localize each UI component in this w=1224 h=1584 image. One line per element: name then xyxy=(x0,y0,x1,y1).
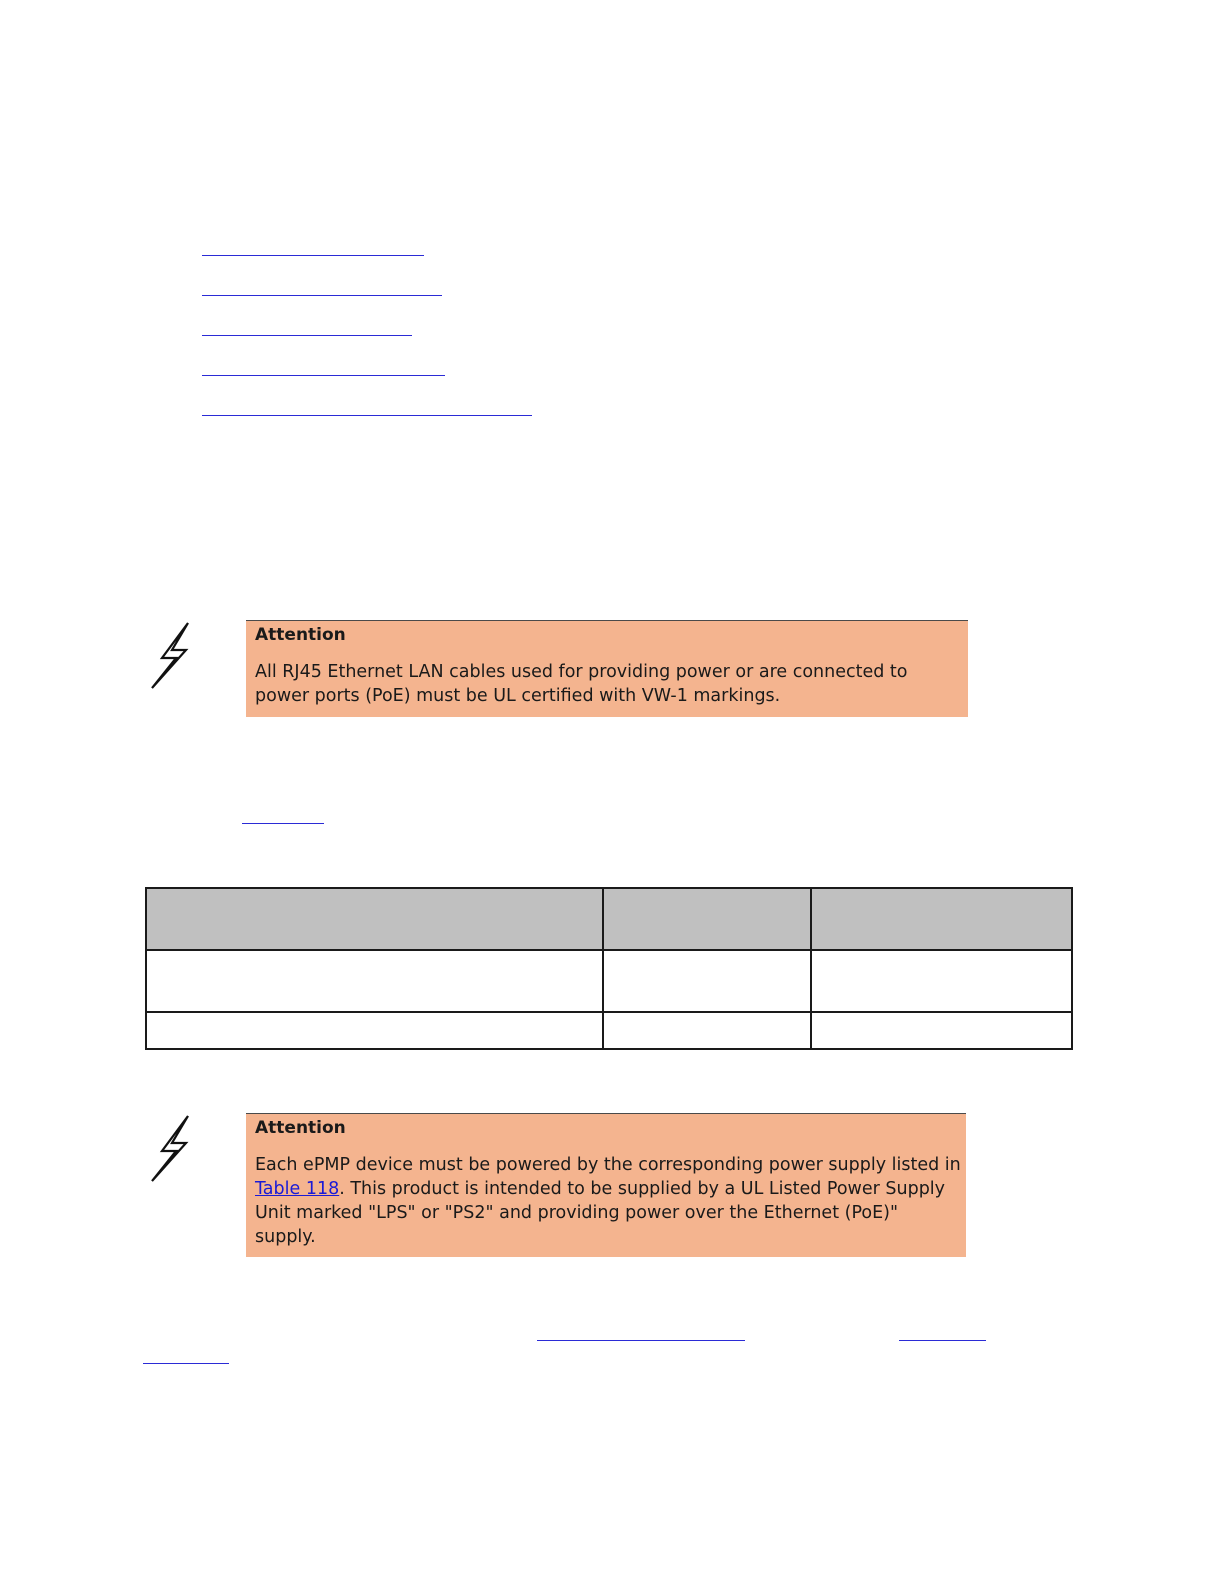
bottom-link-3[interactable] xyxy=(143,1363,229,1364)
callout-body-text: . This product is intended to be supplied by a UL Listed Power Supply Unit marked "LPS" or "PS2" and providing power over the Ethernet (PoE)" supply. xyxy=(255,1179,946,1247)
table-cell xyxy=(603,950,811,1012)
attention-callout-power-supply xyxy=(246,1113,966,1257)
toc-link-3[interactable] xyxy=(202,335,412,336)
table-cell xyxy=(603,1012,811,1049)
table-cell xyxy=(146,1012,603,1049)
reference-link[interactable] xyxy=(242,823,324,824)
table-header-cell xyxy=(811,888,1072,950)
table-cell xyxy=(811,1012,1072,1049)
toc-link-1[interactable] xyxy=(202,255,424,256)
bottom-link-2[interactable] xyxy=(899,1340,986,1341)
lightning-bolt-icon xyxy=(148,1113,196,1185)
toc-link-2[interactable] xyxy=(202,295,442,296)
callout-body xyxy=(255,1153,964,1249)
toc-link-4[interactable] xyxy=(202,375,445,376)
table-cell xyxy=(811,950,1072,1012)
table-cell xyxy=(146,950,603,1012)
table-row xyxy=(146,1012,1072,1049)
table-header-cell xyxy=(603,888,811,950)
power-supply-table xyxy=(145,887,1073,1050)
toc-link-5[interactable] xyxy=(202,415,532,416)
table-header-cell xyxy=(146,888,603,950)
table-row xyxy=(146,950,1072,1012)
callout-body-text: Each ePMP device must be powered by the corresponding power supply listed in xyxy=(255,1155,961,1175)
callout-title: Attention xyxy=(255,1118,346,1138)
table-118-link[interactable]: Table 118 xyxy=(255,1179,340,1199)
bottom-link-1[interactable] xyxy=(537,1340,745,1341)
callout-body: All RJ45 Ethernet LAN cables used for providing power or are connected to power ports (PoE) must be UL certified with VW-1 markings. xyxy=(255,662,908,706)
attention-callout-poe-cables xyxy=(246,620,968,717)
lightning-bolt-icon xyxy=(148,620,196,692)
callout-title: Attention xyxy=(255,625,346,645)
